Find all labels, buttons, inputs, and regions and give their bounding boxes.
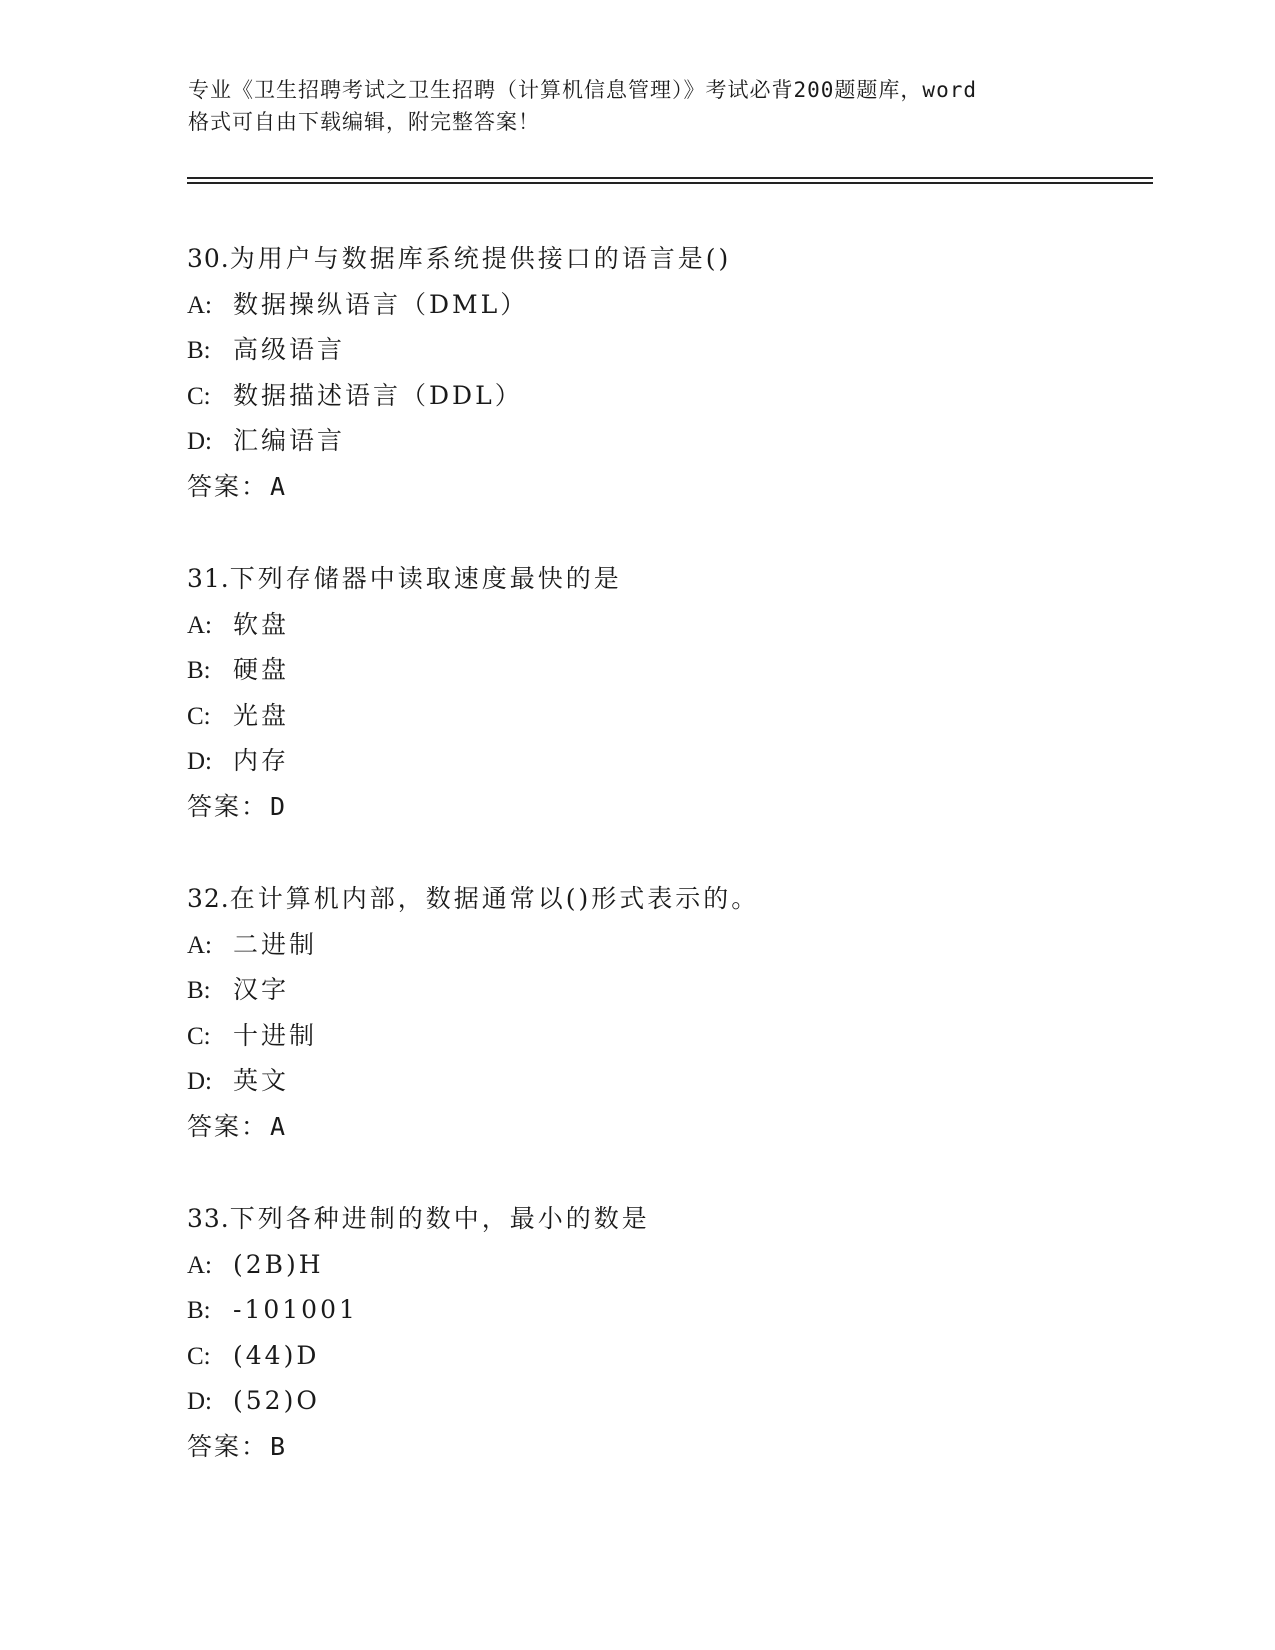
- option-row: [187, 1013, 1147, 1059]
- option-row: [187, 418, 1147, 464]
- option-text: 数据描述语言（DDL）: [233, 380, 523, 410]
- option-row: [187, 922, 1147, 968]
- option-text: 软盘: [233, 609, 290, 639]
- answer-row: [187, 784, 1147, 830]
- question-list: [187, 236, 1147, 1516]
- question-text: 下列存储器中读取速度最快的是: [229, 564, 622, 593]
- option-row: [187, 373, 1147, 419]
- option-text: 汉字: [233, 975, 290, 1005]
- answer-value: A: [270, 471, 288, 501]
- question-number: 33.: [187, 1204, 230, 1233]
- question-block: [187, 556, 1147, 876]
- option-row: [187, 282, 1147, 328]
- option-label: C:: [187, 382, 211, 410]
- question-stem: [187, 1196, 1147, 1242]
- option-row: [187, 1378, 1147, 1424]
- question-block: [187, 876, 1147, 1196]
- question-block: [187, 1196, 1147, 1516]
- question-block: [187, 236, 1147, 556]
- option-row: [187, 1333, 1147, 1379]
- option-label: D:: [187, 748, 212, 776]
- answer-row: [187, 1424, 1147, 1470]
- answer-row: [187, 464, 1147, 510]
- option-label: D:: [187, 1388, 212, 1416]
- option-label: A:: [187, 931, 212, 959]
- option-text: -101001: [233, 1295, 358, 1325]
- option-row: [187, 967, 1147, 1013]
- question-stem: [187, 236, 1147, 282]
- question-number: 30.: [187, 244, 230, 273]
- header-line-2: 格式可自由下载编辑，附完整答案！: [188, 110, 540, 134]
- document-header: [188, 74, 1088, 138]
- option-text: 高级语言: [233, 335, 346, 365]
- option-label: D:: [187, 428, 212, 456]
- answer-label: 答案：: [187, 791, 269, 821]
- option-row: [187, 693, 1147, 739]
- option-text: 汇编语言: [233, 426, 346, 456]
- header-divider-top: [187, 177, 1153, 179]
- option-row: [187, 1242, 1147, 1288]
- question-text: 为用户与数据库系统提供接口的语言是(): [229, 244, 732, 273]
- option-label: B:: [187, 1297, 211, 1325]
- option-row: [187, 1287, 1147, 1333]
- answer-label: 答案：: [187, 471, 269, 501]
- option-row: [187, 1058, 1147, 1104]
- option-text: 数据操纵语言（DML）: [233, 289, 529, 319]
- option-row: [187, 647, 1147, 693]
- answer-label: 答案：: [187, 1431, 269, 1461]
- option-label: A:: [187, 611, 212, 639]
- option-row: [187, 602, 1147, 648]
- option-label: B:: [187, 337, 211, 365]
- option-label: B:: [187, 657, 211, 685]
- option-text: 英文: [233, 1066, 290, 1096]
- option-label: C:: [187, 702, 211, 730]
- option-label: C:: [187, 1342, 211, 1370]
- option-text: (2B)H: [233, 1249, 324, 1279]
- question-text: 下列各种进制的数中，最小的数是: [229, 1204, 650, 1233]
- answer-value: D: [270, 791, 288, 821]
- answer-value: B: [270, 1431, 288, 1461]
- option-text: (52)O: [233, 1386, 320, 1416]
- question-stem: [187, 876, 1147, 922]
- question-stem: [187, 556, 1147, 602]
- option-text: 硬盘: [233, 655, 290, 685]
- header-line-1: 专业《卫生招聘考试之卫生招聘（计算机信息管理）》考试必背200题题库，word: [188, 78, 977, 102]
- option-text: (44)D: [233, 1340, 320, 1370]
- option-label: A:: [187, 291, 212, 319]
- option-label: A:: [187, 1251, 212, 1279]
- question-number: 32.: [187, 884, 230, 913]
- question-text: 在计算机内部，数据通常以()形式表示的。: [229, 884, 760, 913]
- option-row: [187, 327, 1147, 373]
- option-label: D:: [187, 1068, 212, 1096]
- question-number: 31.: [187, 564, 230, 593]
- option-text: 十进制: [233, 1020, 318, 1050]
- answer-value: A: [270, 1111, 288, 1141]
- option-text: 光盘: [233, 700, 290, 730]
- option-label: C:: [187, 1022, 211, 1050]
- option-text: 内存: [233, 746, 290, 776]
- option-label: B:: [187, 977, 211, 1005]
- header-divider-bottom: [187, 182, 1153, 184]
- answer-row: [187, 1104, 1147, 1150]
- answer-label: 答案：: [187, 1111, 269, 1141]
- option-row: [187, 738, 1147, 784]
- option-text: 二进制: [233, 929, 318, 959]
